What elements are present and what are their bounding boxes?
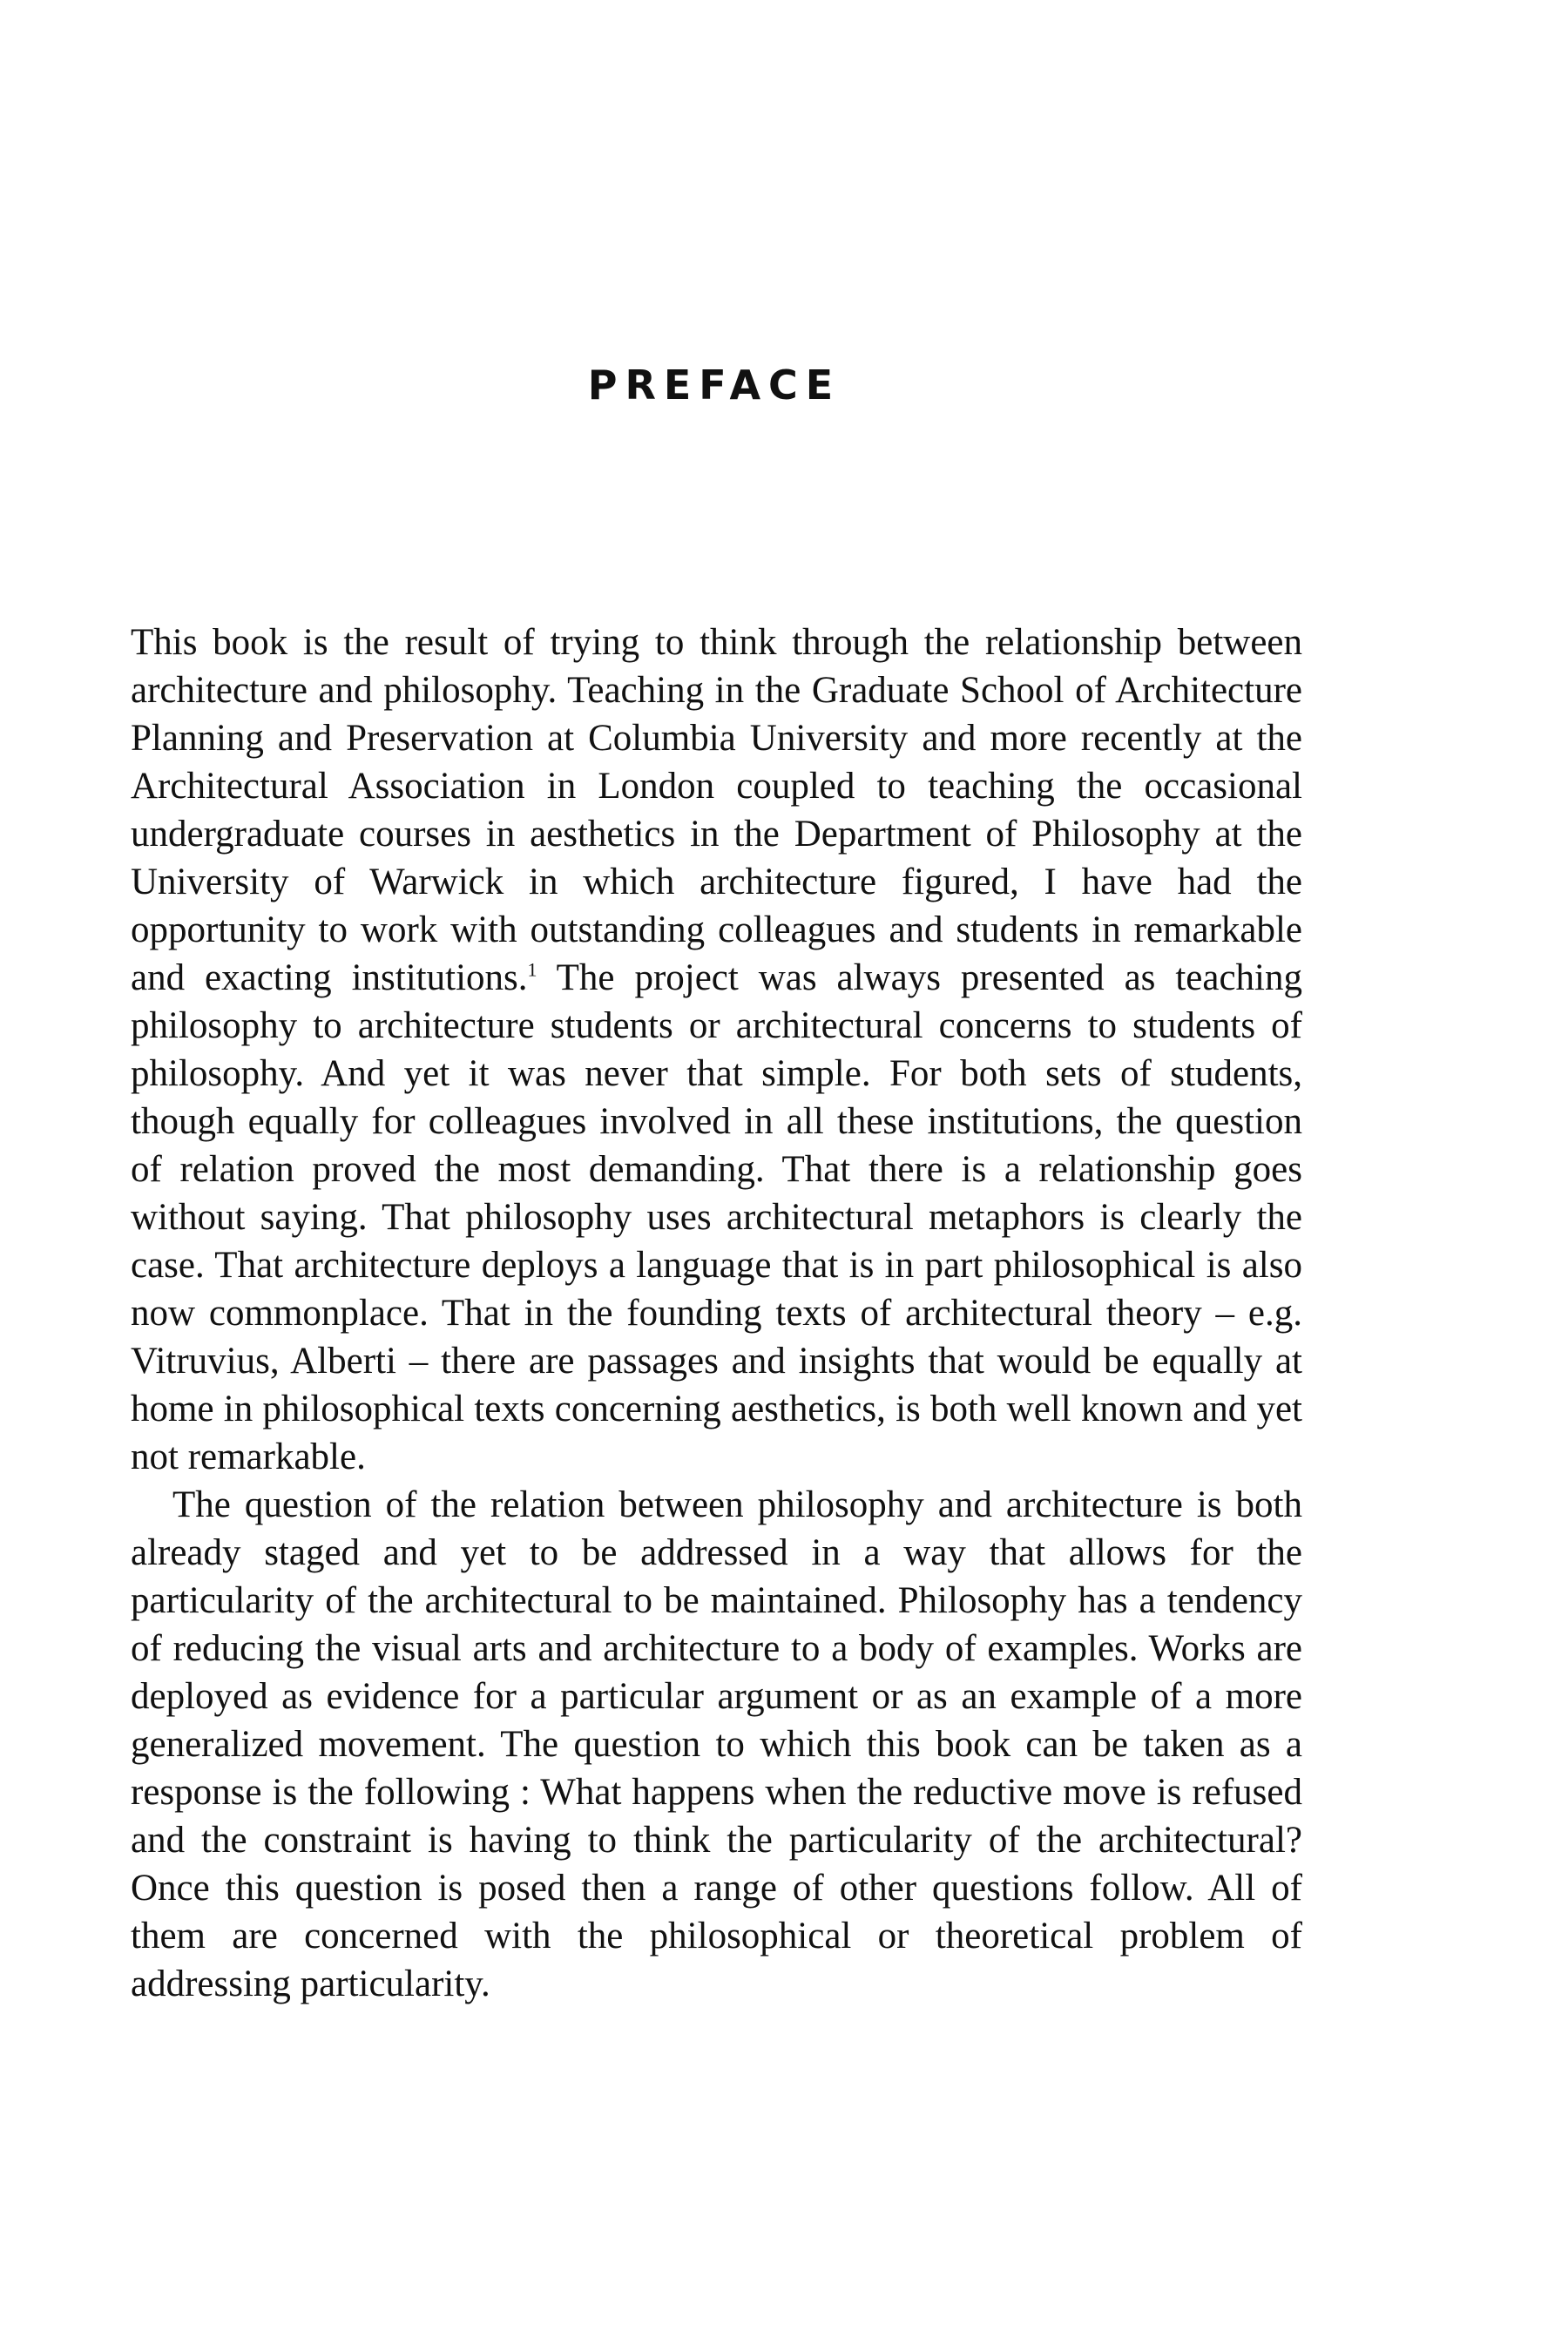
paragraph-2-text: The question of the relation between philosophy and architecture is both already staged and yet to be addressed in a way that allows for the particularity of the architectural to be maintained. Philosophy has a tendency of reducing the visual arts and architecture to a body of examples. Works are deployed as evidence for a particular argument or as an example of a more generalized movement. The question to which this book can be taken as a response is the following : What happens when the reductive move is refused and the constraint is having to think the particularity of the architectural? Once this question is posed then a range of other questions follow. All of them are concerned with the philosophical or theoretical problem of addressing particularity. bbox=[131, 1484, 1302, 2004]
paragraph-1-text: This book is the result of trying to think through the relationship between architecture and philosophy. Teaching in the Graduate School of Architecture Planning and Preservation at Columbia University and more recently at the Architectural Association in London coupled to teaching the occasional undergraduate courses in aesthetics in the Department of Philosophy at the University of Warwick in which architecture figured, I have had the opportunity to work with outstanding colleagues and students in remarkable and exacting institutions. bbox=[131, 622, 1302, 998]
body-text bbox=[131, 618, 1302, 2008]
page-title: PREFACE bbox=[587, 362, 841, 409]
paragraph-1 bbox=[131, 618, 1302, 1481]
paragraph-2 bbox=[131, 1481, 1302, 2008]
paragraph-1-text-continued: The project was always presented as teaching philosophy to architecture students or architectural concerns to students of philosophy. And yet it was never that simple. For both sets of students, though equally for colleagues involved in all these institutions, the question of relation proved the most demanding. That there is a relationship goes without saying. That philosophy uses architectural metaphors is clearly the case. That architecture deploys a language that is in part philosophical is also now commonplace. That in the founding texts of architectural theory – e.g. Vitruvius, Alberti – there are passages and insights that would be equally at home in philosophical texts concerning aesthetics, is both well known and yet not remarkable. bbox=[131, 957, 1302, 1477]
footnote-marker[interactable]: 1 bbox=[527, 958, 537, 981]
